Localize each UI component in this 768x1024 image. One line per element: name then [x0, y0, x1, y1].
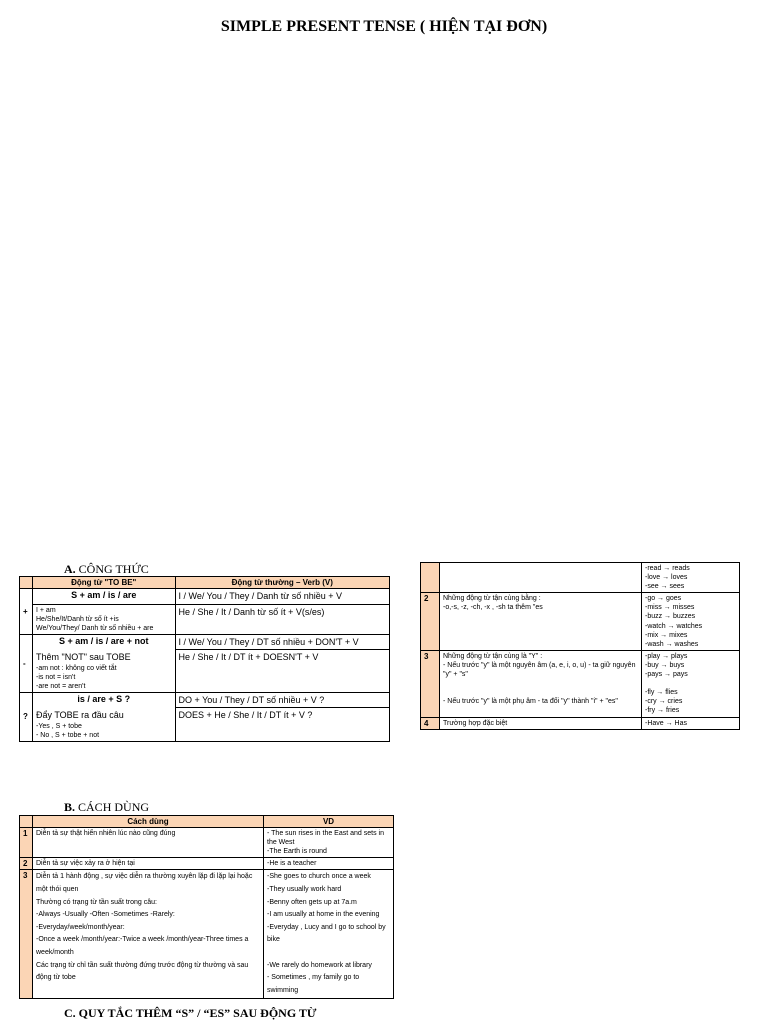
- section-a-heading: A. CÔNG THỨC: [64, 562, 149, 576]
- rules-table: -read → reads -love → loves -see → sees 2 Những động từ tận cùng bằng : -o,-s, -z, -ch, -x , -sh ta thêm "es -go → goes -miss → misses -buzz → buzzes -watch → watches -mix → mixes -wash → washes 3 Những động từ tận cùng là "Y" : - Nếu trước "y" là một nguyên âm (a, e, i, o, u) - ta giữ nguyên "y" + "s" - Nếu trước "y" là một phụ âm - ta đổi "y" thành "i" + "es" -play → plays -buy → buys -pays → pays -fly → flies -cry → cries -fry → fries 4 Trường hợp đặc biệt -Have → Has: [420, 562, 740, 730]
- section-b-heading: B. CÁCH DÙNG: [64, 800, 150, 814]
- section-c-heading: C. QUY TẮC THÊM “S” / “ES” SAU ĐỘNG TỪ: [64, 1006, 317, 1020]
- page-title: SIMPLE PRESENT TENSE ( HIỆN TẠI ĐƠN): [220, 18, 548, 35]
- formula-table: Động từ "TO BE" Động từ thường – Verb (V) + S + am / is / are I / We/ You / They / Danh từ số nhiều + V I + am He/She/It/Danh từ số ít +is We/You/They/ Danh từ số nhiều + are He / She / It / Danh từ số ít + V(s/es) - S + am / is / are + not I / We/ You / They / DT số nhiều + DON'T + V Thêm "NOT" sau TOBE -am not : không co viết tắt -is not = isn't -are not = aren't He / She / It / DT ít + DOESN'T + V ? is / are + S ? DO + You / They / DT số nhiều + V ? Đẩy TOBE ra đầu câu -Yes , S + tobe - No , S + tobe + not DOES + He / She / It / DT ít + V ?: [19, 576, 390, 742]
- usage-table: Cách dùng VD 1 Diễn tả sự thật hiển nhiên lúc nào cũng đúng - The sun rises in the East and sets in the West -The Earth is round 2 Diễn tả sự việc xảy ra ở hiện tại -He is a teacher 3 Diễn tả 1 hành động , sự việc diễn ra thường xuyên lặp đi lặp lại hoặc một thói quen Thường có trạng từ tần suất trong câu: -Always -Usually -Often -Sometimes -Rarely: -Everyday/week/month/year: -Once a week /month/year:-Twice a week /month/year-Three times a week/month Các trạng từ chỉ tần suất thường đứng trước động từ thường và sau động từ tobe -She goes to church once a week -They usually work hard -Benny often gets up at 7a.m -I am usually at home in the evening -Everyday , Lucy and I go to school by bike -We rarely do homework at library - Sometimes , my family go to swimming: [19, 815, 394, 999]
